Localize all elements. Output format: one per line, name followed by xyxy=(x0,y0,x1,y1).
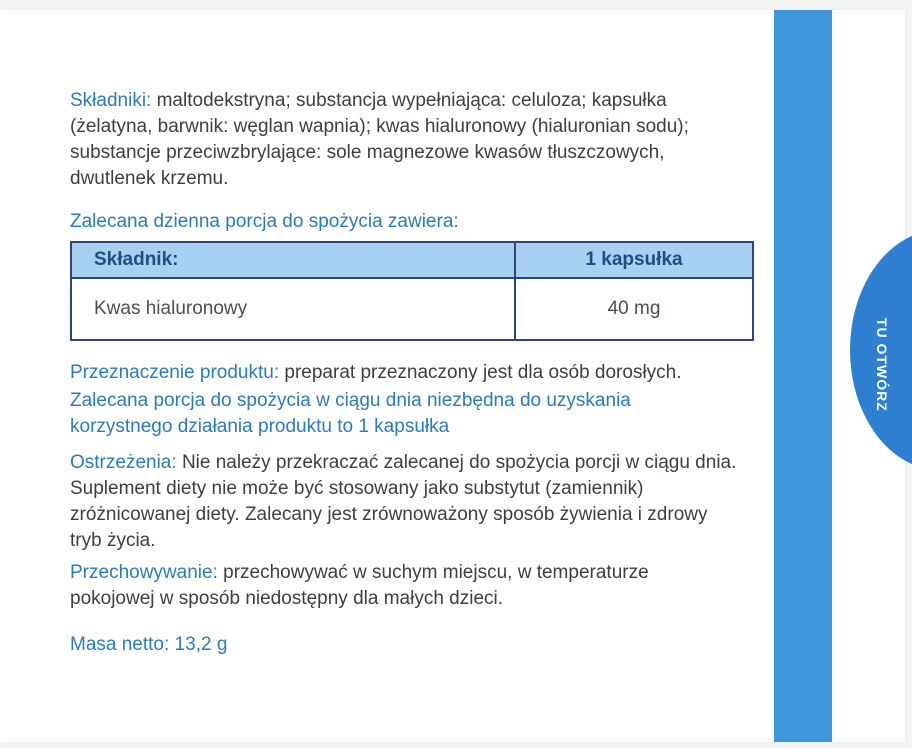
warnings-line: Suplement diety nie może być stosowany jako substytut (zamiennik) xyxy=(70,478,644,499)
ingredients-line: substancje przeciwzbrylające: sole magnezowe kwasów tłuszczowych, xyxy=(70,142,665,163)
daily-portion-heading: Zalecana dzienna porcja do spożycia zawiera: xyxy=(70,211,459,232)
ingredients-label: Składniki: xyxy=(70,90,152,111)
storage-section xyxy=(70,560,760,612)
table-header-row xyxy=(71,242,753,278)
purpose-text: preparat przeznaczony jest dla osób dorosłych. xyxy=(284,362,682,383)
net-mass: Masa netto: 13,2 g xyxy=(70,634,228,655)
ingredients-line: maltodekstryna; substancja wypełniająca: celuloza; kapsułka xyxy=(156,90,667,111)
ingredients-section xyxy=(70,88,760,192)
nutrition-table xyxy=(70,241,754,341)
warnings-line: zróżnicowanej diety. Zalecany jest zrównoważony sposób żywienia i zdrowy xyxy=(70,504,708,525)
warnings-line: Nie należy przekraczać zalecanej do spożycia porcji w ciągu dnia. xyxy=(181,452,737,473)
storage-line: pokojowej w sposób niedostępny dla małych dzieci. xyxy=(70,588,504,609)
warnings-label: Ostrzeżenia: xyxy=(70,452,177,473)
ingredients-line: dwutlenek krzemu. xyxy=(70,168,229,189)
blue-stripe xyxy=(774,10,832,742)
purpose-label: Przeznaczenie produktu: xyxy=(70,362,280,383)
purpose-section xyxy=(70,360,760,386)
dose-line: korzystnego działania produktu to 1 kapsułka xyxy=(70,416,450,437)
table-cell-amount: 40 mg xyxy=(515,278,753,340)
table-cell-ingredient: Kwas hialuronowy xyxy=(71,278,515,340)
warnings-section xyxy=(70,450,760,554)
table-header-ingredient: Składnik: xyxy=(71,242,515,278)
dose-line: Zalecana porcja do spożycia w ciągu dnia niezbędna do uzyskania xyxy=(70,390,631,411)
warnings-line: tryb życia. xyxy=(70,530,156,551)
dose-statement xyxy=(70,388,760,440)
open-here-label: TU OTWÓRZ xyxy=(874,318,890,412)
storage-line: przechowywać w suchym miejscu, w temperaturze xyxy=(223,562,649,583)
storage-label: Przechowywanie: xyxy=(70,562,218,583)
table-header-capsule: 1 kapsułka xyxy=(515,242,753,278)
table-row xyxy=(71,278,753,340)
ingredients-line: (żelatyna, barwnik: węglan wapnia); kwas hialuronowy (hialuronian sodu); xyxy=(70,116,689,137)
